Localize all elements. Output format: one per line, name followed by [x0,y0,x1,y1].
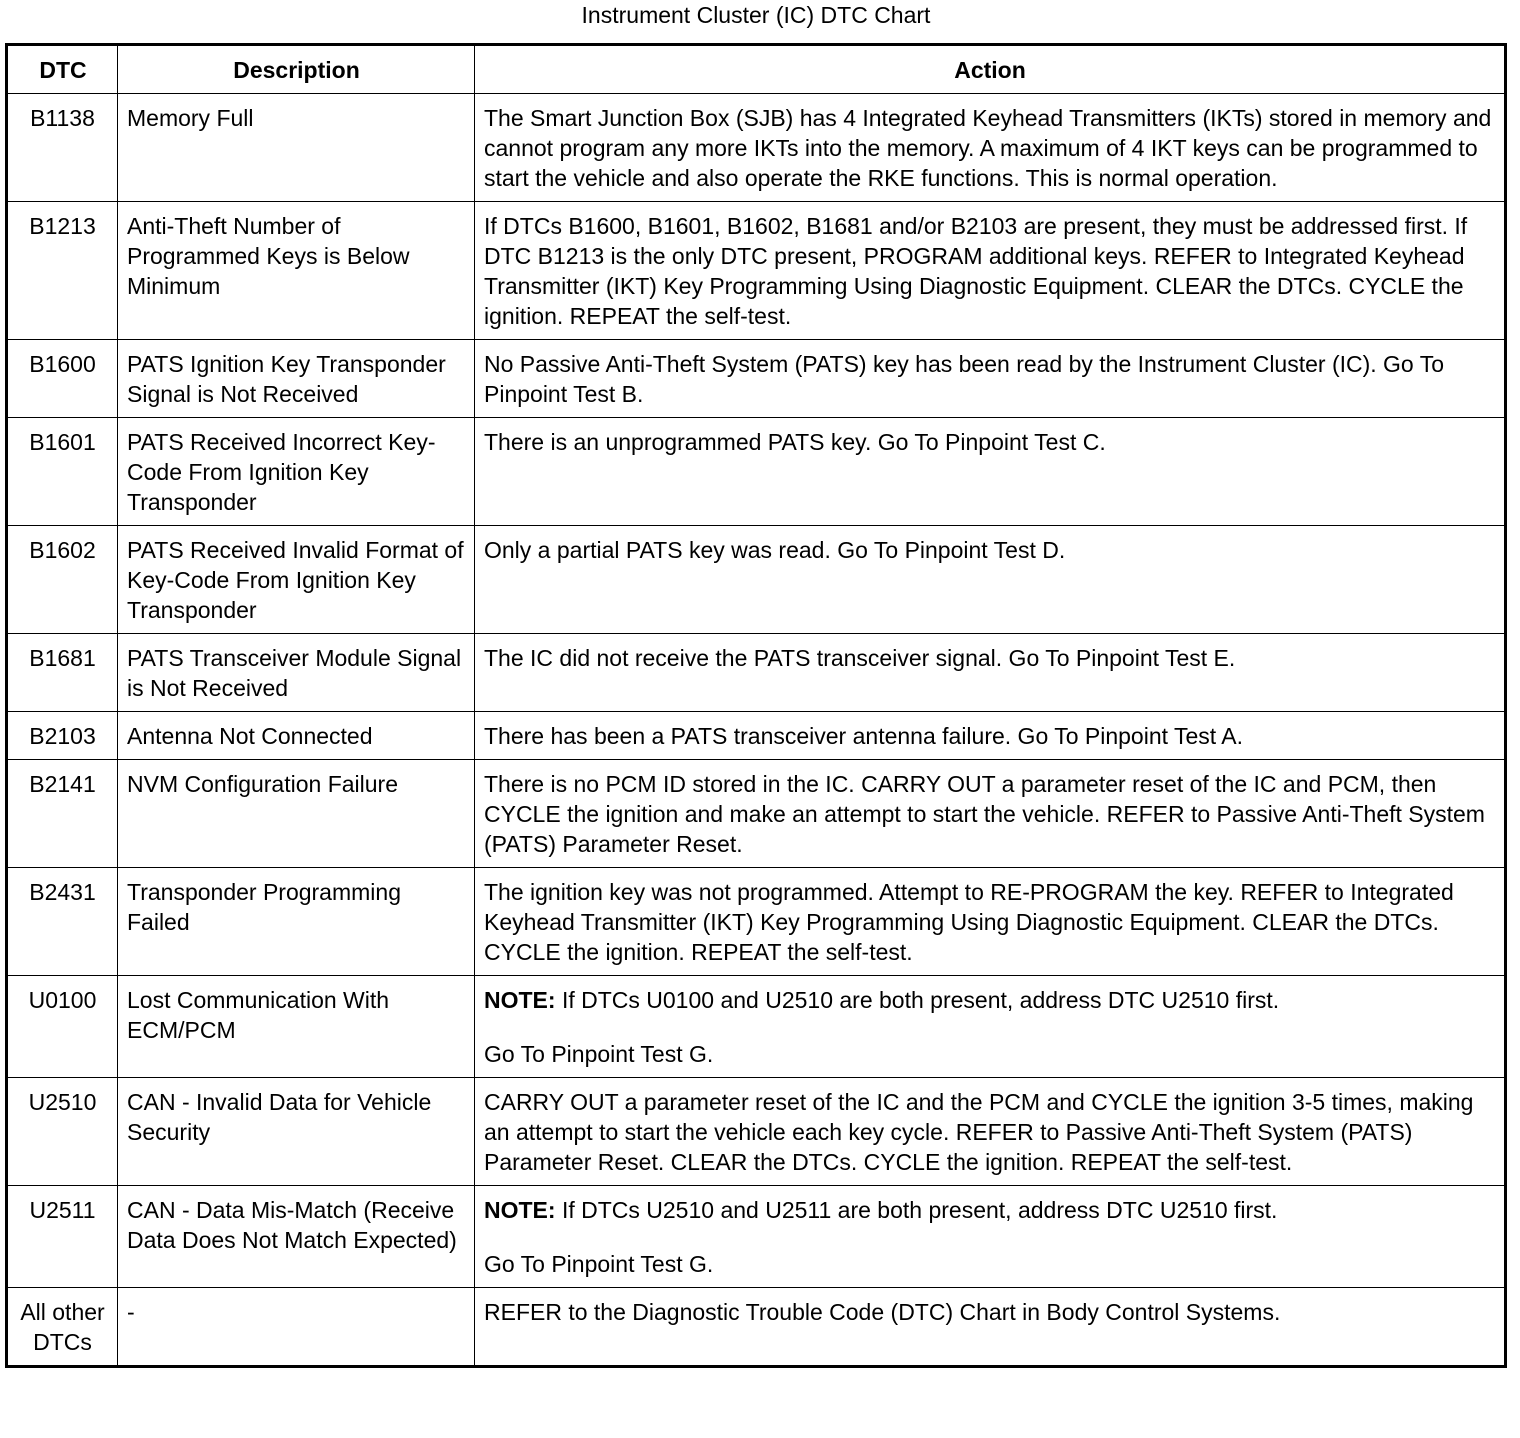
dtc-action [475,526,1506,634]
action-text: The Smart Junction Box (SJB) has 4 Integrated Keyhead Transmitters (IKTs) stored in memory and cannot program any more IKTs into the memory. A maximum of 4 IKT keys can be programmed to start the vehicle and also operate the RKE functions. This is normal operation. [484,105,1492,191]
table-row [7,418,1506,526]
dtc-action [475,1186,1506,1288]
dtc-code: B1601 [7,418,118,526]
table-row [7,760,1506,868]
dtc-action [475,976,1506,1078]
note-label: NOTE: [484,987,556,1013]
dtc-code: B1602 [7,526,118,634]
action-note [484,985,1496,1015]
dtc-code: B2103 [7,712,118,760]
dtc-description: Transponder Programming Failed [118,868,475,976]
action-text: There has been a PATS transceiver antenna failure. Go To Pinpoint Test A. [484,723,1244,749]
chart-title: Instrument Cluster (IC) DTC Chart [581,2,931,28]
table-row [7,868,1506,976]
dtc-code: B1213 [7,202,118,340]
dtc-action [475,202,1506,340]
column-header-description: Description [118,45,475,94]
action-text: No Passive Anti-Theft System (PATS) key has been read by the Instrument Cluster (IC). Go To Pinpoint Test B. [484,351,1444,407]
action-text: There is an unprogrammed PATS key. Go To Pinpoint Test C. [484,429,1106,455]
dtc-action [475,868,1506,976]
dtc-code: U0100 [7,976,118,1078]
dtc-description: - [118,1288,475,1367]
action-text: Only a partial PATS key was read. Go To Pinpoint Test D. [484,537,1066,563]
action-text: The IC did not receive the PATS transceiver signal. Go To Pinpoint Test E. [484,645,1236,671]
table-row [7,1186,1506,1288]
note-text: If DTCs U2510 and U2511 are both present, address DTC U2510 first. [555,1197,1278,1223]
column-header-action: Action [475,45,1506,94]
table-row [7,202,1506,340]
dtc-description: CAN - Invalid Data for Vehicle Security [118,1078,475,1186]
action-text: Go To Pinpoint Test G. [484,1251,714,1277]
dtc-description: PATS Received Invalid Format of Key-Code From Ignition Key Transponder [118,526,475,634]
dtc-code: U2510 [7,1078,118,1186]
table-row [7,340,1506,418]
dtc-code: All other DTCs [7,1288,118,1367]
table-row [7,712,1506,760]
dtc-description: PATS Received Incorrect Key-Code From Ignition Key Transponder [118,418,475,526]
table-row [7,526,1506,634]
dtc-code: U2511 [7,1186,118,1288]
dtc-action [475,634,1506,712]
action-text: REFER to the Diagnostic Trouble Code (DTC) Chart in Body Control Systems. [484,1299,1281,1325]
note-label: NOTE: [484,1197,556,1223]
dtc-description: CAN - Data Mis-Match (Receive Data Does Not Match Expected) [118,1186,475,1288]
dtc-action [475,1288,1506,1367]
table-header-row [7,45,1506,94]
note-text: If DTCs U0100 and U2510 are both present, address DTC U2510 first. [555,987,1280,1013]
action-text: If DTCs B1600, B1601, B1602, B1681 and/or B2103 are present, they must be addressed first. If DTC B1213 is the only DTC present, PROGRAM additional keys. REFER to Integrated Keyhead Transmitter (IKT) Key Programming Using Diagnostic Equipment. CLEAR the DTCs. CYCLE the ignition. REPEAT the self-test. [484,213,1468,329]
dtc-code: B1681 [7,634,118,712]
action-note [484,1195,1496,1225]
dtc-action [475,1078,1506,1186]
column-header-dtc: DTC [7,45,118,94]
dtc-description: Anti-Theft Number of Programmed Keys is Below Minimum [118,202,475,340]
dtc-code: B2431 [7,868,118,976]
dtc-action [475,340,1506,418]
dtc-action [475,760,1506,868]
table-row [7,94,1506,202]
dtc-description: Antenna Not Connected [118,712,475,760]
dtc-action [475,418,1506,526]
dtc-action [475,94,1506,202]
dtc-description: PATS Ignition Key Transponder Signal is Not Received [118,340,475,418]
action-text: There is no PCM ID stored in the IC. CARRY OUT a parameter reset of the IC and PCM, then CYCLE the ignition and make an attempt to start the vehicle. REFER to Passive Anti-Theft System (PATS) Parameter Reset. [484,771,1485,857]
dtc-code: B1138 [7,94,118,202]
dtc-description: Memory Full [118,94,475,202]
dtc-code: B2141 [7,760,118,868]
table-row [7,634,1506,712]
dtc-code: B1600 [7,340,118,418]
action-text: The ignition key was not programmed. Attempt to RE-PROGRAM the key. REFER to Integrated Keyhead Transmitter (IKT) Key Programming Using Diagnostic Equipment. CLEAR the DTCs. CYCLE the ignition. REPEAT the self-test. [484,879,1454,965]
action-text: Go To Pinpoint Test G. [484,1041,714,1067]
dtc-table [5,43,1507,1368]
dtc-action [475,712,1506,760]
dtc-description: PATS Transceiver Module Signal is Not Received [118,634,475,712]
table-row [7,1288,1506,1367]
table-row [7,1078,1506,1186]
dtc-description: NVM Configuration Failure [118,760,475,868]
table-row [7,976,1506,1078]
dtc-description: Lost Communication With ECM/PCM [118,976,475,1078]
action-text: CARRY OUT a parameter reset of the IC and the PCM and CYCLE the ignition 3-5 times, making an attempt to start the vehicle each key cycle. REFER to Passive Anti-Theft System (PATS) Parameter Reset. CLEAR the DTCs. CYCLE the ignition. REPEAT the self-test. [484,1089,1474,1175]
